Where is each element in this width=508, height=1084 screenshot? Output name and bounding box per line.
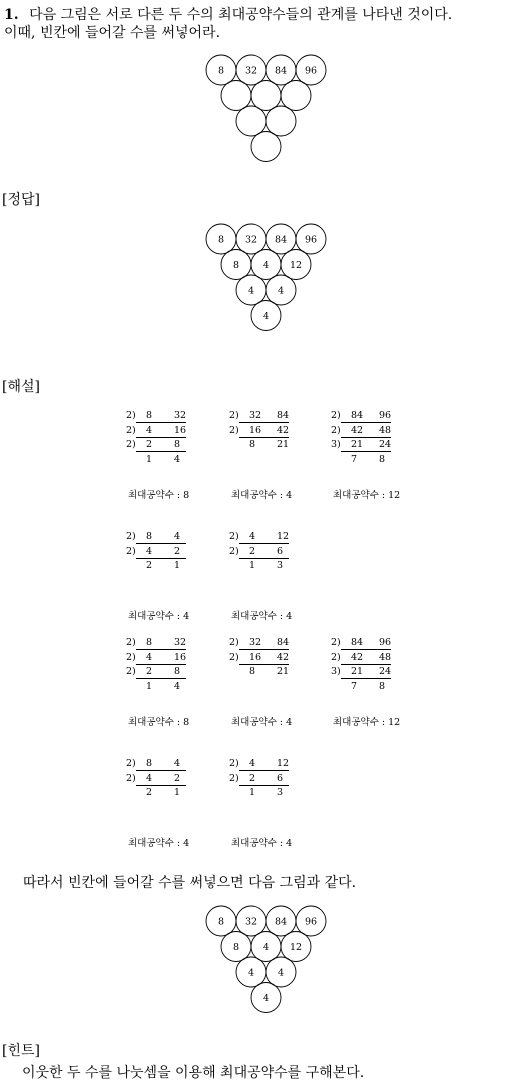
dividend-right: 12	[277, 758, 290, 769]
dividend-left: 2	[146, 666, 153, 677]
dividend-left: 2	[249, 545, 256, 557]
circle-value: 12	[289, 942, 303, 953]
number-circle	[236, 906, 266, 936]
number-circle	[251, 983, 281, 1013]
division-bar	[239, 649, 289, 650]
division-row	[331, 425, 393, 440]
division-row	[331, 681, 393, 696]
division-bar	[136, 437, 186, 438]
dividend-right: 2	[174, 545, 181, 557]
number-circle	[236, 106, 266, 136]
hint-text: 이웃한 두 수를 나눗셈을 이용해 최대공약수를 구해본다.	[22, 1065, 365, 1081]
circle-value: 8	[232, 260, 240, 271]
dividend-left: 4	[249, 758, 256, 769]
circle-value: 8	[217, 916, 225, 928]
dividend-left: 21	[351, 439, 364, 450]
division-row	[229, 773, 291, 788]
dividend-right: 8	[174, 666, 181, 677]
division-row	[229, 531, 291, 546]
dividend-right: 16	[174, 651, 187, 663]
division-bar	[341, 664, 391, 665]
circle-value: 32	[244, 65, 258, 77]
divisor: 2)	[229, 410, 239, 421]
dividend-right: 3	[277, 560, 284, 571]
dividend-right: 4	[174, 453, 181, 465]
division-row	[126, 652, 188, 667]
division-row	[126, 560, 188, 575]
division-block	[229, 758, 291, 802]
dividend-right: 42	[277, 424, 290, 436]
dividend-left: 2	[249, 772, 256, 784]
division-bar	[136, 770, 186, 771]
circle-value: 8	[232, 942, 240, 953]
division-bar	[239, 437, 289, 438]
division-bar	[239, 558, 289, 559]
number-circle	[236, 275, 266, 305]
circle-value: 32	[244, 916, 258, 928]
division-bar	[341, 422, 391, 423]
number-circle	[251, 932, 281, 962]
dividend-right: 6	[277, 772, 284, 784]
dividend-left: 1	[249, 787, 256, 798]
dividend-left: 4	[146, 772, 153, 784]
division-row	[126, 425, 188, 440]
dividend-right: 6	[277, 545, 284, 557]
division-row	[331, 454, 393, 469]
dividend-right: 24	[379, 666, 392, 677]
circle-value: 4	[247, 285, 255, 297]
dividend-right: 96	[379, 637, 392, 648]
division-row	[229, 410, 291, 425]
dividend-right: 42	[277, 651, 290, 663]
divisor: 2)	[126, 637, 136, 648]
division-block	[126, 758, 188, 802]
division-bar	[136, 664, 186, 665]
division-row	[229, 666, 291, 681]
division-bar	[239, 422, 289, 423]
number-circle	[281, 81, 311, 111]
dividend-right: 32	[174, 637, 187, 648]
division-block	[331, 637, 393, 695]
dividend-left: 4	[146, 424, 153, 436]
divisor: 2)	[126, 439, 136, 450]
number-circle	[266, 224, 296, 254]
number-circle	[266, 55, 296, 85]
dividend-right: 21	[277, 439, 290, 450]
dividend-left: 2	[146, 787, 153, 798]
dividend-right: 8	[379, 453, 386, 465]
division-row	[126, 546, 188, 561]
number-circle	[236, 55, 266, 85]
gcd-result: 최대공약수 : 8	[128, 490, 190, 501]
circle-value: 4	[262, 993, 270, 1004]
division-row	[229, 560, 291, 575]
divisor: 2)	[229, 637, 239, 648]
division-row	[229, 546, 291, 561]
problem-number: 1.	[4, 7, 19, 23]
division-row	[126, 758, 188, 773]
division-row	[126, 666, 188, 681]
divisor: 2)	[126, 424, 136, 436]
circle-value: 84	[274, 916, 288, 928]
number-circle	[266, 906, 296, 936]
circle-value: 84	[274, 234, 288, 246]
dividend-left: 2	[146, 560, 153, 571]
circle-value: 4	[262, 311, 270, 322]
dividend-left: 84	[351, 410, 364, 421]
number-circle	[251, 81, 281, 111]
dividend-left: 16	[249, 424, 262, 436]
circle-value: 4	[262, 260, 270, 271]
divisor: 2)	[126, 772, 136, 784]
dividend-right: 32	[174, 410, 187, 421]
dividend-left: 4	[146, 545, 153, 557]
divisor: 2)	[126, 666, 136, 677]
division-row	[126, 773, 188, 788]
number-circle	[296, 906, 326, 936]
division-row	[229, 425, 291, 440]
dividend-right: 2	[174, 772, 181, 784]
circle-value: 84	[274, 65, 288, 77]
divisor: 2)	[229, 758, 239, 769]
division-row	[229, 439, 291, 454]
division-bar	[341, 678, 391, 679]
dividend-right: 96	[379, 410, 392, 421]
gcd-result: 최대공약수 : 4	[128, 838, 190, 849]
circle-value: 4	[277, 285, 285, 297]
division-block	[126, 637, 188, 695]
dividend-right: 48	[379, 651, 392, 663]
dividend-left: 16	[249, 651, 262, 663]
dividend-left: 4	[249, 531, 256, 542]
number-circle	[206, 906, 236, 936]
division-row	[229, 637, 291, 652]
gcd-result: 최대공약수 : 4	[128, 611, 190, 622]
dividend-right: 4	[174, 531, 181, 542]
division-row	[229, 758, 291, 773]
divisor: 2)	[331, 651, 341, 663]
number-circle	[266, 957, 296, 987]
circle-value: 96	[304, 916, 318, 928]
division-bar	[136, 678, 186, 679]
dividend-left: 1	[146, 680, 153, 692]
gcd-result: 최대공약수 : 12	[333, 717, 401, 728]
circle-value: 96	[304, 234, 318, 246]
divisor: 2)	[229, 545, 239, 557]
circle-value: 8	[217, 234, 225, 246]
dividend-left: 8	[249, 439, 256, 450]
number-circle	[266, 106, 296, 136]
dividend-right: 4	[174, 758, 181, 769]
number-circle	[251, 132, 281, 162]
division-row	[126, 531, 188, 546]
divisor: 2)	[229, 424, 239, 436]
division-row	[229, 787, 291, 802]
number-circle	[251, 301, 281, 331]
divisor: 2)	[229, 651, 239, 663]
division-bar	[239, 785, 289, 786]
division-bar	[136, 543, 186, 544]
gcd-result: 최대공약수 : 4	[231, 611, 293, 622]
division-row	[126, 454, 188, 469]
dividend-left: 7	[351, 453, 358, 465]
division-row	[331, 666, 393, 681]
division-row	[126, 681, 188, 696]
division-row	[331, 652, 393, 667]
gcd-result: 최대공약수 : 4	[231, 490, 293, 501]
division-row	[126, 637, 188, 652]
division-bar	[341, 437, 391, 438]
divisor: 3)	[331, 439, 341, 450]
dividend-left: 4	[146, 651, 153, 663]
dividend-left: 8	[249, 666, 256, 677]
gcd-result: 최대공약수 : 4	[231, 838, 293, 849]
circle-value: 4	[277, 967, 285, 979]
divisor: 2)	[126, 758, 136, 769]
number-circle	[236, 957, 266, 987]
number-circle	[281, 250, 311, 280]
dividend-right: 21	[277, 666, 290, 677]
gcd-result: 최대공약수 : 8	[128, 717, 190, 728]
number-circle	[221, 81, 251, 111]
division-bar	[136, 649, 186, 650]
explanation-label: [해설]	[2, 379, 40, 395]
number-circle	[221, 250, 251, 280]
division-row	[331, 439, 393, 454]
division-bar	[136, 558, 186, 559]
problem-text-2: 이때, 빈칸에 들어갈 수를 써넣어라.	[4, 25, 221, 41]
dividend-right: 1	[174, 787, 181, 798]
division-row	[331, 410, 393, 425]
division-bar	[136, 422, 186, 423]
dividend-left: 32	[249, 637, 262, 648]
number-circle	[296, 224, 326, 254]
number-circle	[251, 250, 281, 280]
dividend-left: 1	[249, 560, 256, 571]
division-bar	[136, 785, 186, 786]
number-circle	[221, 932, 251, 962]
dividend-right: 16	[174, 424, 187, 436]
circle-value: 8	[217, 65, 225, 77]
dividend-left: 1	[146, 453, 153, 465]
hint-label: [힌트]	[2, 1043, 40, 1059]
circle-value: 32	[244, 234, 258, 246]
division-bar	[341, 649, 391, 650]
dividend-right: 3	[277, 787, 284, 798]
division-block	[331, 410, 393, 468]
dividend-right: 48	[379, 424, 392, 436]
divisor: 2)	[331, 410, 341, 421]
problem-text-1: 다음 그림은 서로 다른 두 수의 최대공약수들의 관계를 나타낸 것이다.	[29, 7, 453, 23]
dividend-right: 84	[277, 637, 290, 648]
divisor: 2)	[229, 531, 239, 542]
division-row	[331, 637, 393, 652]
conclusion-text: 따라서 빈칸에 들어갈 수를 써넣으면 다음 그림과 같다.	[23, 875, 357, 891]
dividend-right: 4	[174, 680, 181, 692]
circle-value: 12	[289, 260, 303, 271]
number-circle	[236, 224, 266, 254]
dividend-left: 42	[351, 651, 364, 663]
division-bar	[341, 451, 391, 452]
dividend-left: 8	[146, 410, 153, 421]
circle-value: 4	[262, 942, 270, 953]
dividend-right: 12	[277, 531, 290, 542]
dividend-right: 8	[379, 680, 386, 692]
division-row	[229, 652, 291, 667]
division-bar	[136, 451, 186, 452]
division-block	[126, 531, 188, 575]
answer-label: [정답]	[2, 192, 40, 208]
dividend-left: 8	[146, 531, 153, 542]
division-bar	[239, 770, 289, 771]
division-block	[229, 637, 291, 681]
divisor: 3)	[331, 666, 341, 677]
division-row	[126, 439, 188, 454]
divisor: 2)	[126, 410, 136, 421]
dividend-left: 8	[146, 637, 153, 648]
gcd-result: 최대공약수 : 4	[231, 717, 293, 728]
divisor: 2)	[126, 545, 136, 557]
dividend-right: 8	[174, 439, 181, 450]
dividend-right: 24	[379, 439, 392, 450]
division-block	[229, 410, 291, 454]
divisor: 2)	[331, 637, 341, 648]
dividend-right: 84	[277, 410, 290, 421]
number-circle	[206, 224, 236, 254]
number-circle	[266, 275, 296, 305]
divisor: 2)	[126, 531, 136, 542]
dividend-left: 2	[146, 439, 153, 450]
division-row	[126, 410, 188, 425]
division-block	[229, 531, 291, 575]
dividend-left: 7	[351, 680, 358, 692]
dividend-left: 42	[351, 424, 364, 436]
divisor: 2)	[126, 651, 136, 663]
circle-value: 96	[304, 65, 318, 77]
division-bar	[239, 543, 289, 544]
dividend-left: 21	[351, 666, 364, 677]
division-row	[126, 787, 188, 802]
dividend-left: 84	[351, 637, 364, 648]
gcd-result: 최대공약수 : 12	[333, 490, 401, 501]
circle-value: 4	[247, 967, 255, 979]
divisor: 2)	[229, 772, 239, 784]
division-bar	[239, 664, 289, 665]
dividend-left: 8	[146, 758, 153, 769]
dividend-right: 1	[174, 560, 181, 571]
number-circle	[281, 932, 311, 962]
divisor: 2)	[331, 424, 341, 436]
number-circle	[296, 55, 326, 85]
division-block	[126, 410, 188, 468]
dividend-left: 32	[249, 410, 262, 421]
number-circle	[206, 55, 236, 85]
